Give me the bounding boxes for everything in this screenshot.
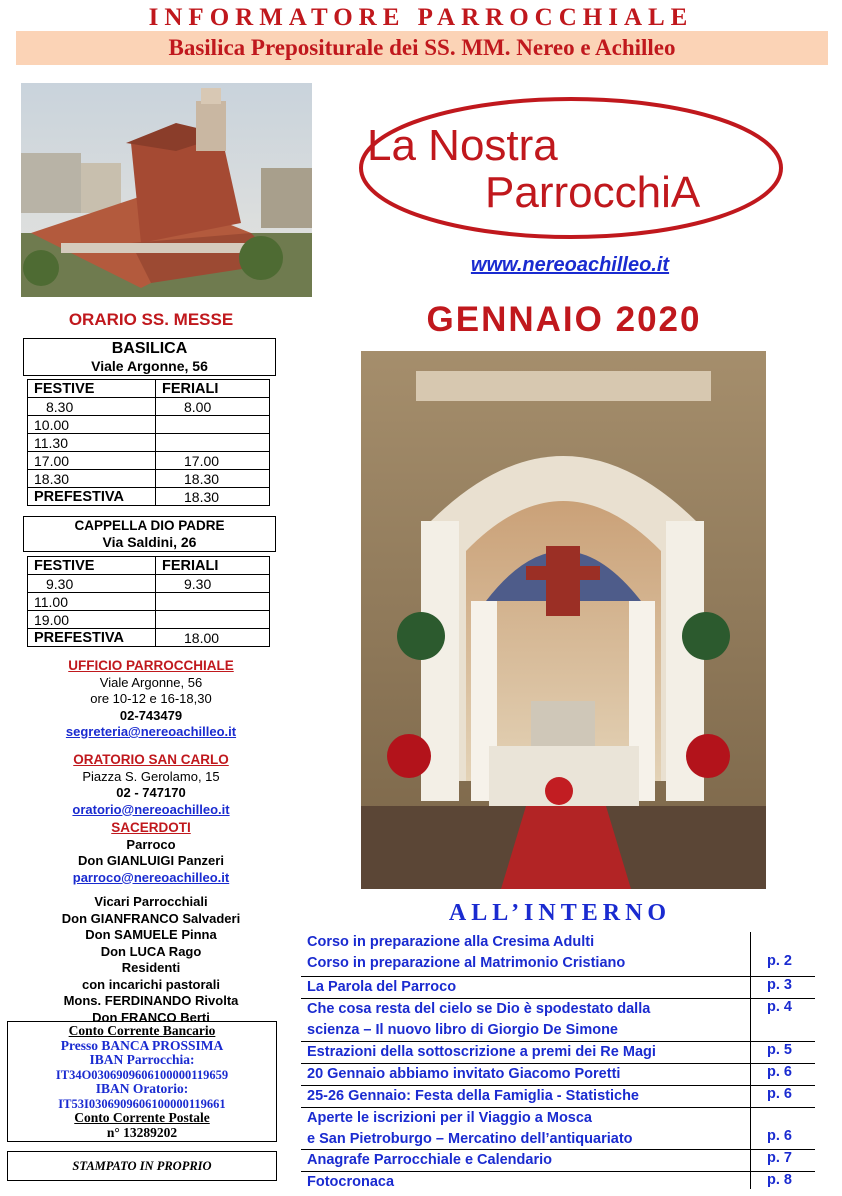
residente-name: Mons. FERDINANDO Rivolta [63,993,239,1008]
parroco-label: Parroco [126,836,176,852]
cappella-box [23,516,276,552]
feriali-time [156,593,270,611]
toc-line: Corso in preparazione alla Cresima Adulti [307,934,595,950]
iban-oratorio-label: IBAN Oratorio: [95,1081,189,1096]
toc-line: 20 Gennaio abbiamo invitato Giacomo Poretti [307,1066,621,1082]
toc-page: p. 6 [767,1064,792,1080]
ufficio-address: Viale Argonne, 56 [99,674,203,690]
bank-account-box [7,1021,277,1142]
toc-line: Anagrafe Parrocchiale e Calendario [307,1152,552,1168]
vicari-label: Vicari Parrocchiali [94,894,208,909]
prefestiva-label: PREFESTIVA [28,488,156,506]
table-row [28,434,270,452]
table-row [28,488,270,506]
toc-page: p. 7 [767,1150,792,1166]
toc-item[interactable] [301,932,815,977]
table-row [28,611,270,629]
col-feriali: FERIALI [156,557,270,575]
vicario-name: Don GIANFRANCO Salvaderi [61,910,241,926]
toc-line: scienza – Il nuovo libro di Giorgio De Simone [307,1022,618,1038]
cappella-schedule-table [27,556,270,647]
toc-line: e San Pietroburgo – Mercatino dell’antiquariato [307,1131,633,1147]
newsletter-title: INFORMATORE PARROCCHIALE [148,4,694,31]
toc-page: p. 4 [767,999,792,1015]
parroco-name: Don GIANLUIGI Panzeri [78,853,224,868]
festive-time: 19.00 [28,611,156,629]
festive-time: 11.00 [28,593,156,611]
printed-note: STAMPATO IN PROPRIO [7,1151,277,1181]
iban-parrocchia-label: IBAN Parrocchia: [89,1052,195,1067]
oratorio-heading: ORATORIO SAN CARLO [73,752,229,767]
toc-item[interactable] [301,1064,815,1086]
ufficio-email-link[interactable]: segreteria@nereoachilleo.it [65,724,237,739]
feriali-time [156,611,270,629]
oratorio-address: Piazza S. Gerolamo, 15 [82,768,220,784]
ufficio-phone: 02-743479 [119,707,183,723]
basilica-schedule-table [27,379,270,506]
church-photo [21,83,312,297]
website-link[interactable]: www.nereoachilleo.it [470,254,670,276]
feriali-time: 8.00 [156,398,270,416]
feriali-time: 18.30 [156,470,270,488]
sacerdoti-heading: SACERDOTI [111,820,191,835]
residenti-label: Residenti [121,960,181,975]
prefestiva-time: 18.30 [156,488,270,506]
toc-page: p. 3 [767,977,792,993]
table-row [28,470,270,488]
col-festive: FESTIVE [28,557,156,575]
table-row [28,575,270,593]
residente-name: Don FRANCO Berti [92,1009,210,1025]
cappella-address: Via Saldini, 26 [102,534,197,550]
feriali-time: 9.30 [156,575,270,593]
logo-line2: ParrocchiA [485,168,701,217]
oratorio-section [16,752,286,818]
postal-number: n° 13289202 [106,1124,178,1140]
basilica-name: BASILICA [111,340,188,357]
toc-line: Corso in preparazione al Matrimonio Cristiano [307,955,626,971]
basilica-box [23,338,276,376]
vicario-name: Don LUCA Rago [100,943,202,959]
table-row [28,398,270,416]
col-festive: FESTIVE [28,380,156,398]
toc-line: La Parola del Parroco [307,979,457,995]
festive-time: 8.30 [28,398,156,416]
parroco-email-link[interactable]: parroco@nereoachilleo.it [72,869,230,885]
ufficio-hours: ore 10-12 e 16-18,30 [90,691,212,706]
toc-page: p. 6 [767,1086,792,1102]
toc-line: Aperte le iscrizioni per il Viaggio a Mosca [307,1110,592,1126]
col-feriali: FERIALI [156,380,270,398]
feriali-time [156,416,270,434]
festive-time: 18.30 [28,470,156,488]
iban-parrocchia: IT34O0306909606100000119659 [55,1067,229,1082]
festive-time: 11.30 [28,434,156,452]
ufficio-heading: UFFICIO PARROCCHIALE [68,658,234,673]
contents-title: ALL’INTERNO [448,900,672,926]
sacerdoti-section [16,820,286,1026]
basilica-address: Viale Argonne, 56 [91,358,208,374]
toc-item[interactable] [301,1086,815,1108]
table-row [28,593,270,611]
table-row [28,629,270,647]
toc-page: p. 5 [767,1042,792,1058]
toc-item[interactable] [301,1172,815,1192]
logo-line1: La Nostra [367,121,558,170]
issue-month: GENNAIO 2020 [426,300,702,339]
basilica-subtitle: Basilica Prepositurale dei SS. MM. Nereo e Achilleo [16,31,828,65]
oratorio-email-link[interactable]: oratorio@nereoachilleo.it [72,801,230,817]
toc-item[interactable] [301,999,815,1042]
postal-label: Conto Corrente Postale [74,1110,210,1125]
festive-time: 17.00 [28,452,156,470]
toc-line: 25-26 Gennaio: Festa della Famiglia - Statistiche [307,1088,639,1104]
toc-item[interactable] [301,1108,815,1150]
toc-page: p. 2 [767,953,792,969]
toc-line: Estrazioni della sottoscrizione a premi dei Re Magi [307,1044,656,1060]
festive-time: 9.30 [28,575,156,593]
toc-item[interactable] [301,977,815,999]
toc-item[interactable] [301,1042,815,1064]
residenti-sublabel: con incarichi pastorali [82,976,220,992]
cappella-name: CAPPELLA DIO PADRE [74,518,225,533]
bank-title: Conto Corrente Bancario [68,1023,216,1038]
toc-page: p. 8 [767,1172,792,1188]
ufficio-section [16,658,286,741]
bank-name: Presso BANCA PROSSIMA [60,1037,224,1053]
la-nostra-parrocchia-logo [357,95,785,242]
toc-line: Fotocronaca [307,1174,395,1190]
toc-line: Che cosa resta del cielo se Dio è spodestato dalla [307,1001,651,1017]
toc-item[interactable] [301,1150,815,1172]
table-row [28,416,270,434]
prefestiva-label: PREFESTIVA [28,629,156,647]
altar-photo [361,351,766,889]
prefestiva-time: 18.00 [156,629,270,647]
festive-time: 10.00 [28,416,156,434]
table-row [28,452,270,470]
toc-page: p. 6 [767,1128,792,1144]
mass-schedule-heading: ORARIO SS. MESSE [68,310,234,329]
feriali-time: 17.00 [156,452,270,470]
vicario-name: Don SAMUELE Pinna [85,927,217,942]
feriali-time [156,434,270,452]
oratorio-phone: 02 - 747170 [116,785,186,800]
iban-oratorio: IT53I0306909606100000119661 [58,1096,226,1111]
